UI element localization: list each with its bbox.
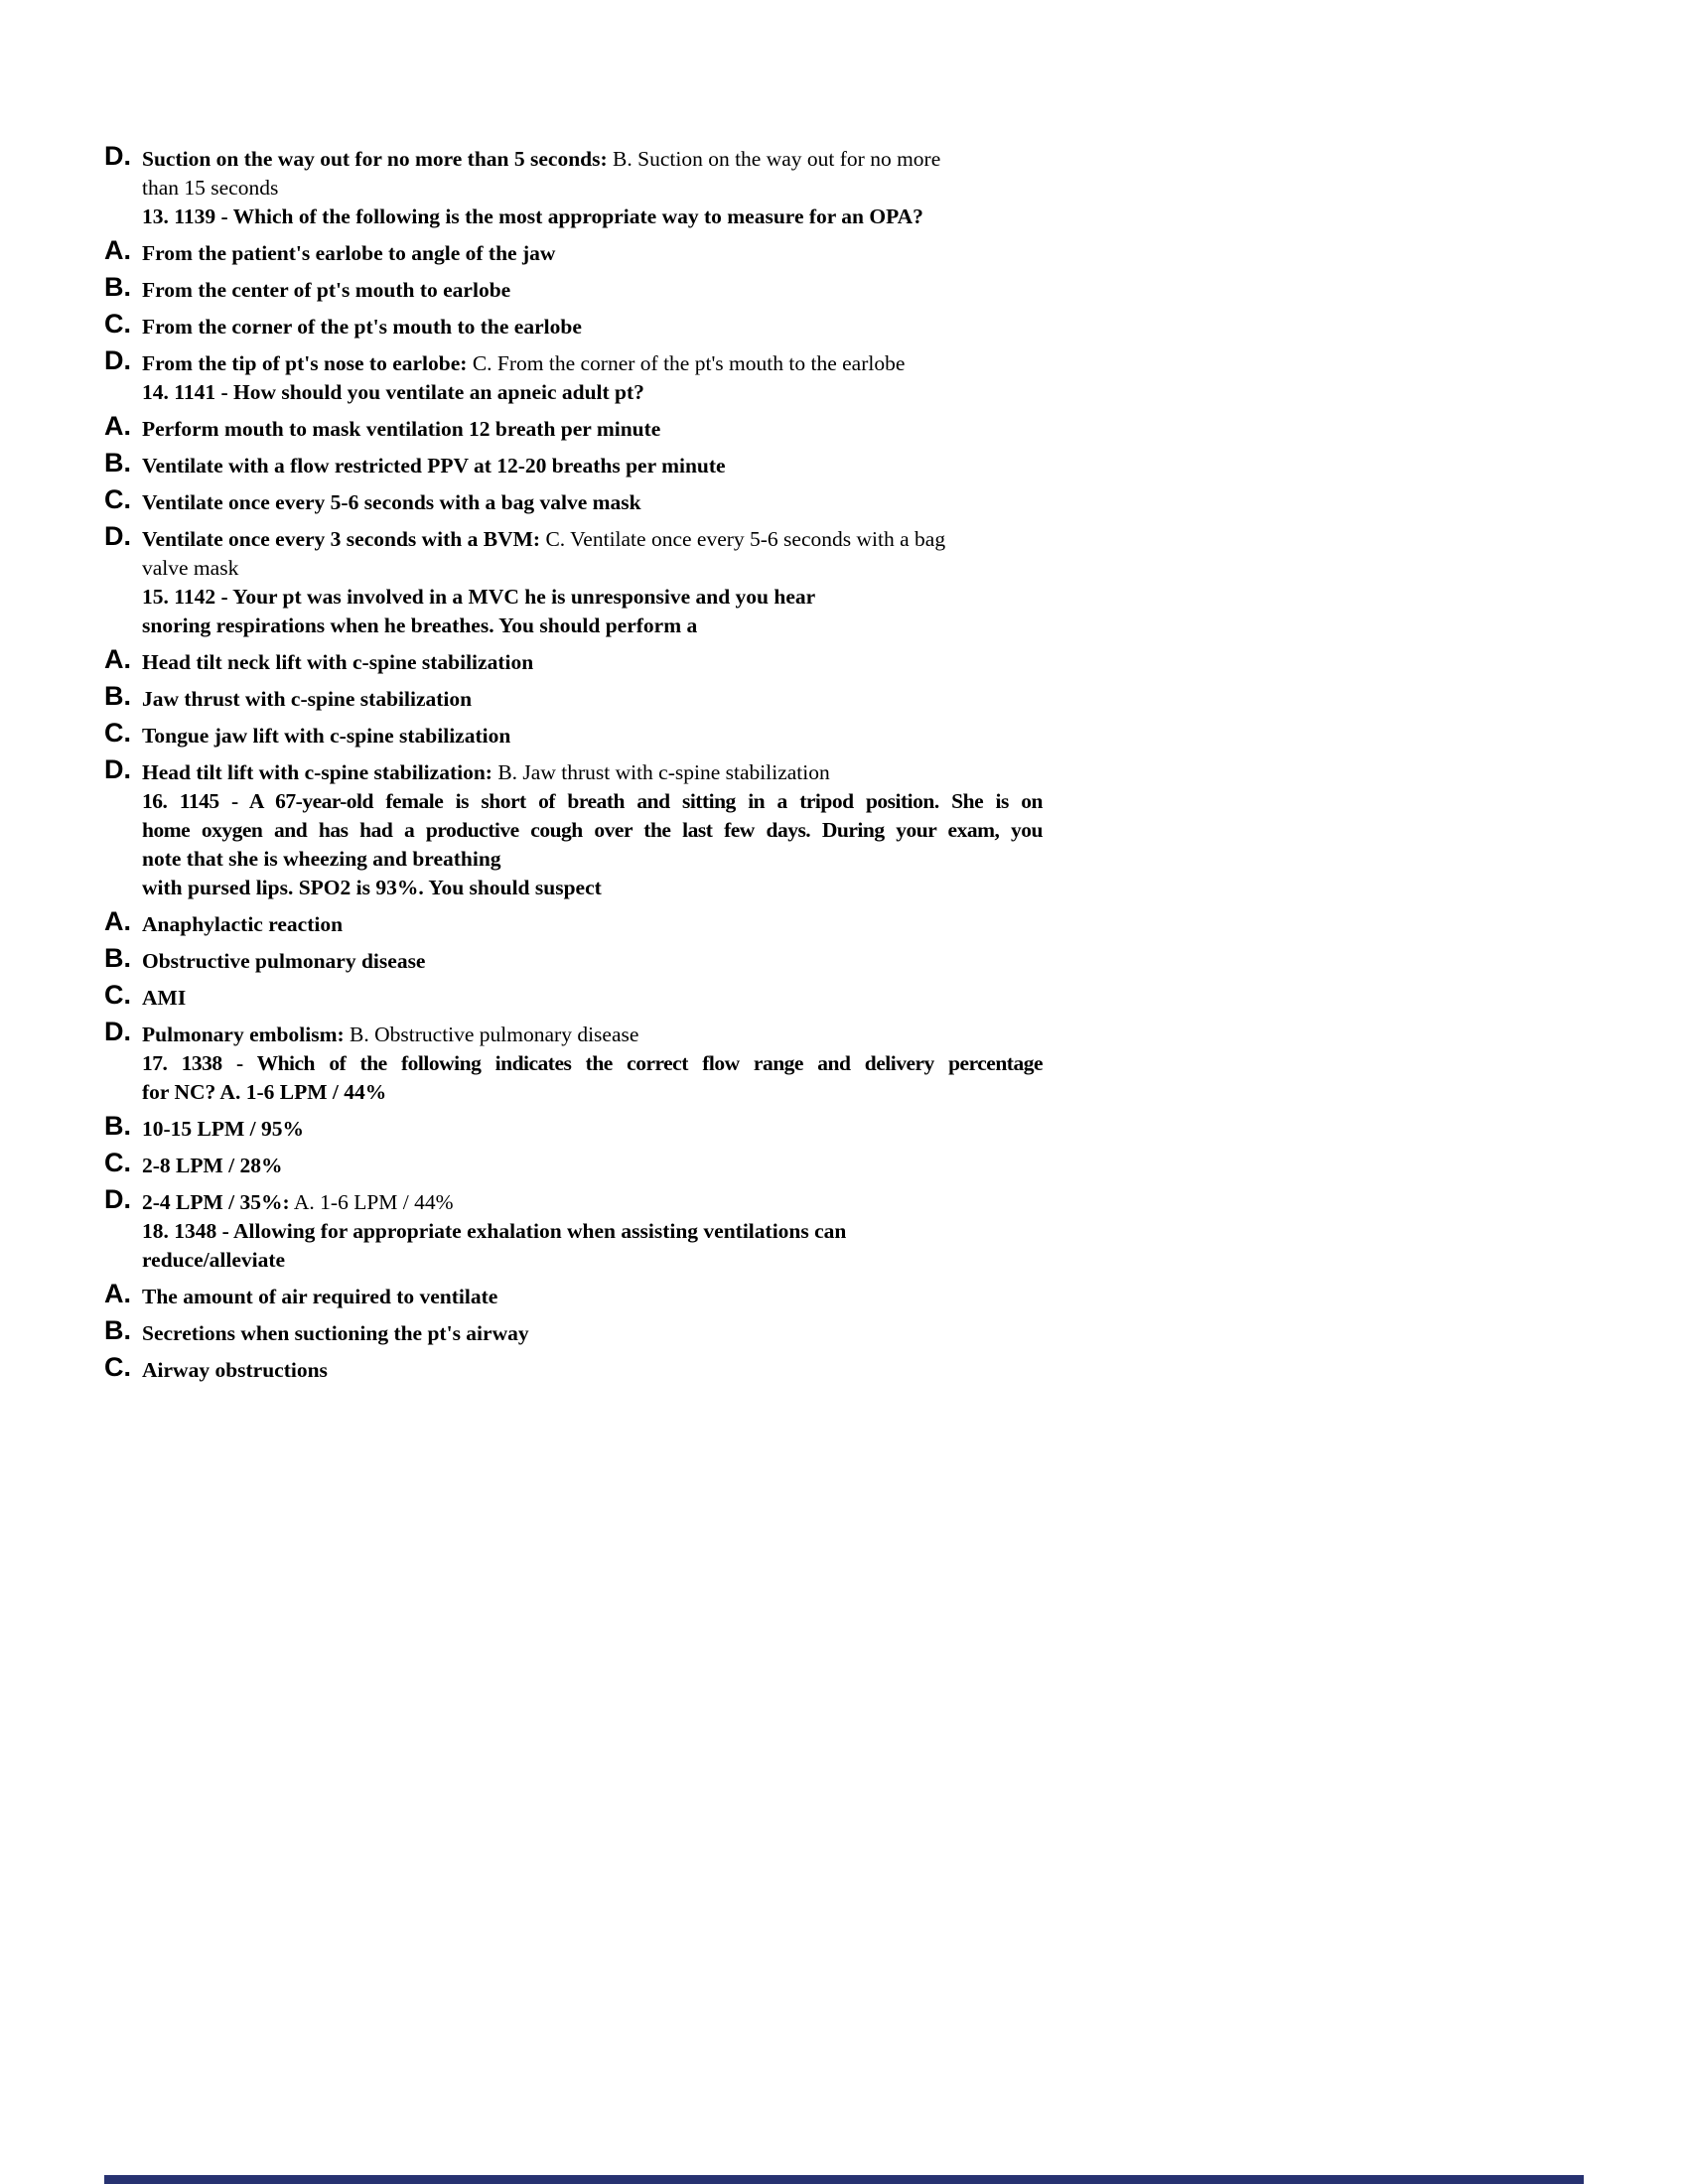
bold-text: AMI (142, 986, 187, 1010)
bold-text: with pursed lips. SPO2 is 93%. You should suspect (142, 876, 602, 899)
text-line (142, 984, 1043, 1013)
text-line (142, 203, 1043, 231)
text-line (142, 1049, 1043, 1078)
bold-text: note that she is wheezing and breathing (142, 847, 501, 871)
answer-option (104, 1017, 1043, 1049)
answer-option (104, 309, 1043, 341)
bold-text: Secretions when suctioning the pt's airway (142, 1321, 529, 1345)
text-line (142, 758, 1043, 787)
text-line (142, 583, 1043, 612)
option-letter: C. (104, 484, 131, 514)
bold-text: Ventilate once every 5-6 seconds with a bag valve mask (142, 490, 641, 514)
text-line (142, 488, 1043, 517)
text-line (142, 685, 1043, 714)
bold-text: 10-15 LPM / 95% (142, 1117, 305, 1141)
document-body (104, 141, 1043, 1385)
option-letter: D. (104, 754, 131, 784)
text-line (142, 525, 1043, 554)
text-line (142, 313, 1043, 341)
bold-text: 13. 1139 - Which of the following is the most appropriate way to measure for an OPA? (142, 205, 923, 228)
question-block (142, 1049, 1043, 1107)
bold-text: Head tilt lift with c-spine stabilization: (142, 760, 492, 784)
text-line (142, 174, 1043, 203)
bold-text: From the center of pt's mouth to earlobe (142, 278, 511, 302)
option-letter: B. (104, 448, 131, 478)
answer-option (104, 1315, 1043, 1348)
bold-text: 18. 1348 - Allowing for appropriate exhalation when assisting ventilations can (142, 1219, 847, 1243)
text-line (142, 145, 1043, 174)
bold-text: Jaw thrust with c-spine stabilization (142, 687, 473, 711)
regular-text: C. From the corner of the pt's mouth to the earlobe (467, 351, 906, 375)
option-letter: C. (104, 1148, 131, 1177)
answer-option (104, 1279, 1043, 1311)
answer-option (104, 411, 1043, 444)
question-block (142, 583, 1043, 640)
option-letter: D. (104, 1184, 131, 1214)
text-line (142, 787, 1043, 816)
bold-text: Anaphylactic reaction (142, 912, 344, 936)
bold-text: for NC? A. 1-6 LPM / 44% (142, 1080, 387, 1104)
text-line (142, 452, 1043, 480)
answer-option (104, 1352, 1043, 1385)
bold-text: snoring respirations when he breathes. You should perform a (142, 614, 698, 637)
bold-text: 17. 1338 - Which of the following indicates the correct flow range and delivery percentage (142, 1051, 1043, 1075)
text-line (142, 276, 1043, 305)
text-line (142, 648, 1043, 677)
bold-text: Head tilt neck lift with c-spine stabilization (142, 650, 534, 674)
answer-option (104, 235, 1043, 268)
option-letter: D. (104, 521, 131, 551)
bold-text: Obstructive pulmonary disease (142, 949, 426, 973)
text-line (142, 349, 1043, 378)
text-line (142, 1188, 1043, 1217)
answer-option (104, 141, 1043, 203)
question-block (142, 1217, 1043, 1275)
text-line (142, 1217, 1043, 1246)
text-line (142, 845, 1043, 874)
bold-text: Airway obstructions (142, 1358, 328, 1382)
bold-text: reduce/alleviate (142, 1248, 286, 1272)
question-block (142, 203, 1043, 231)
text-line (142, 1356, 1043, 1385)
question-block (142, 787, 1043, 902)
option-letter: C. (104, 309, 131, 339)
text-line (142, 378, 1043, 407)
bold-text: home oxygen and has had a productive cough over the last few days. During your exam, you (142, 818, 1043, 842)
option-letter: C. (104, 718, 131, 748)
answer-option (104, 980, 1043, 1013)
text-line (142, 554, 1043, 583)
text-line (142, 722, 1043, 751)
regular-text: than 15 seconds (142, 176, 279, 200)
answer-option (104, 718, 1043, 751)
answer-option (104, 1111, 1043, 1144)
bold-text: Ventilate with a flow restricted PPV at 12-20 breaths per minute (142, 454, 726, 478)
answer-option (104, 681, 1043, 714)
option-letter: A. (104, 1279, 131, 1308)
answer-option (104, 943, 1043, 976)
text-line (142, 874, 1043, 902)
text-line (142, 1319, 1043, 1348)
regular-text: A. 1-6 LPM / 44% (289, 1190, 454, 1214)
answer-option (104, 906, 1043, 939)
footer-rule (104, 2175, 1584, 2184)
text-line (142, 1283, 1043, 1311)
regular-text: B. Suction on the way out for no more (607, 147, 941, 171)
bold-text: Ventilate once every 3 seconds with a BVM: (142, 527, 541, 551)
text-line (142, 1152, 1043, 1180)
text-line (142, 947, 1043, 976)
text-line (142, 1021, 1043, 1049)
bold-text: Perform mouth to mask ventilation 12 breath per minute (142, 417, 661, 441)
bold-text: Suction on the way out for no more than 5 seconds: (142, 147, 608, 171)
bold-text: 14. 1141 - How should you ventilate an apneic adult pt? (142, 380, 644, 404)
regular-text: valve mask (142, 556, 239, 580)
bold-text: 15. 1142 - Your pt was involved in a MVC he is unresponsive and you hear (142, 585, 816, 609)
answer-option (104, 1184, 1043, 1217)
text-line (142, 1246, 1043, 1275)
option-letter: B. (104, 1111, 131, 1141)
option-letter: B. (104, 1315, 131, 1345)
bold-text: From the tip of pt's nose to earlobe: (142, 351, 468, 375)
regular-text: C. Ventilate once every 5-6 seconds with a bag (540, 527, 946, 551)
bold-text: Pulmonary embolism: (142, 1023, 345, 1046)
option-letter: D. (104, 345, 131, 375)
option-letter: C. (104, 1352, 131, 1382)
option-letter: B. (104, 943, 131, 973)
text-line (142, 1115, 1043, 1144)
option-letter: A. (104, 411, 131, 441)
bold-text: 16. 1145 - A 67-year-old female is short of breath and sitting in a tripod position. She is on (142, 789, 1043, 813)
text-line (142, 415, 1043, 444)
bold-text: Tongue jaw lift with c-spine stabilization (142, 724, 511, 748)
text-line (142, 612, 1043, 640)
option-letter: D. (104, 141, 131, 171)
bold-text: The amount of air required to ventilate (142, 1285, 498, 1308)
text-line (142, 816, 1043, 845)
option-letter: A. (104, 906, 131, 936)
text-line (142, 910, 1043, 939)
bold-text: From the corner of the pt's mouth to the earlobe (142, 315, 582, 339)
option-letter: D. (104, 1017, 131, 1046)
answer-option (104, 754, 1043, 787)
answer-option (104, 345, 1043, 378)
option-letter: C. (104, 980, 131, 1010)
answer-option (104, 644, 1043, 677)
bold-text: 2-4 LPM / 35%: (142, 1190, 290, 1214)
answer-option (104, 272, 1043, 305)
bold-text: From the patient's earlobe to angle of the jaw (142, 241, 556, 265)
answer-option (104, 1148, 1043, 1180)
answer-option (104, 521, 1043, 583)
answer-option (104, 484, 1043, 517)
text-line (142, 1078, 1043, 1107)
answer-option (104, 448, 1043, 480)
question-block (142, 378, 1043, 407)
text-line (142, 239, 1043, 268)
option-letter: A. (104, 644, 131, 674)
option-letter: B. (104, 681, 131, 711)
option-letter: B. (104, 272, 131, 302)
bold-text: 2-8 LPM / 28% (142, 1154, 283, 1177)
regular-text: B. Obstructive pulmonary disease (344, 1023, 639, 1046)
regular-text: B. Jaw thrust with c-spine stabilization (492, 760, 830, 784)
option-letter: A. (104, 235, 131, 265)
